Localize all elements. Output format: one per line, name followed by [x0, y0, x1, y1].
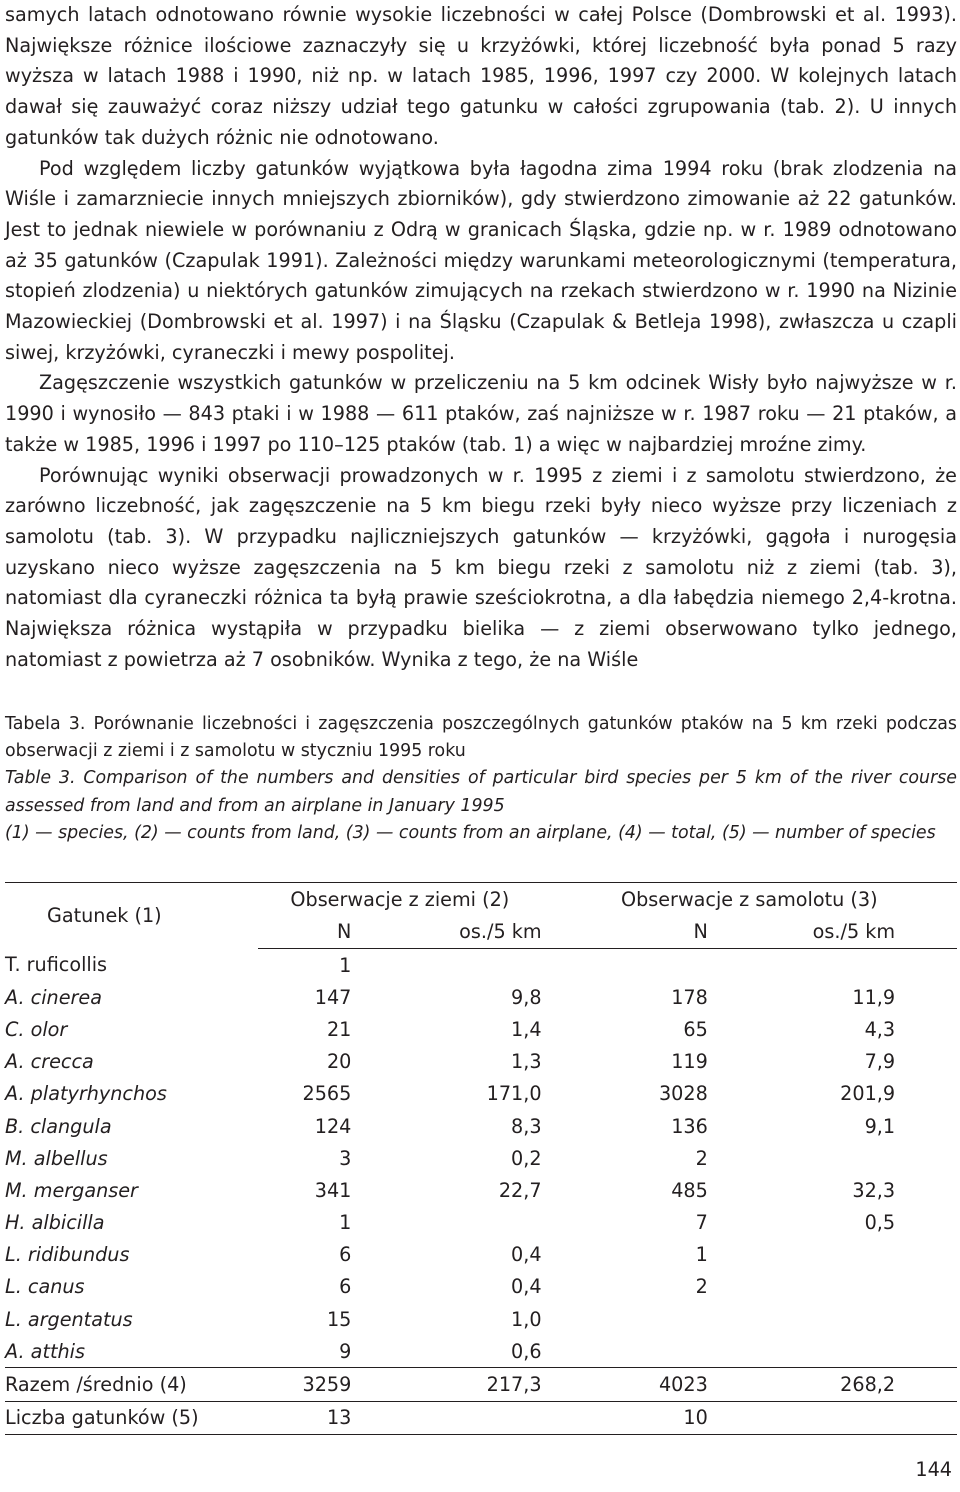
land-density: 0,4: [511, 1243, 542, 1267]
page-number: 144: [915, 1458, 952, 1481]
species-name: H. albicilla: [5, 1211, 105, 1235]
air-count: 7: [695, 1211, 708, 1235]
species-name: B. clangula: [5, 1114, 112, 1138]
land-count: 1: [339, 1211, 352, 1235]
caption-polish: Tabela 3. Porównanie liczebności i zagęszczenia poszczególnych gatunków ptaków na 5 km rzeki podczas obserwacji z ziemi i z samolotu w styczniu 1995 roku: [5, 714, 957, 762]
species-name: A. platyrhynchos: [5, 1082, 167, 1106]
caption-english: Table 3. Comparison of the numbers and densities of particular bird species per 5 km of the river course assessed from land and from an airplane in January 1995: [5, 768, 957, 816]
air-count: 65: [683, 1017, 708, 1041]
land-density: 0,2: [511, 1146, 542, 1170]
land-count: 147: [314, 985, 352, 1009]
land-density: 1,3: [511, 1050, 542, 1074]
table-row: [5, 1110, 957, 1142]
species-name: M. merganser: [5, 1178, 138, 1202]
species-name: L. ridibundus: [5, 1243, 130, 1267]
table-header-row: [5, 883, 957, 916]
air-density: [708, 1303, 895, 1335]
species-name: L. canus: [5, 1275, 85, 1299]
paragraph: Zagęszczenie wszystkich gatunków w przeliczeniu na 5 km odcinek Wisły było najwyższe w r. 1990 i wynosiło — 843 ptaki i w 1988 — 611 ptaków, zaś najniższe w r. 1987 roku — 21 ptaków, a także w 1985, 1996 i 1997 po 110–125 ptaków (tab. 1) a więc w najbardziej mroźne zimy.: [5, 371, 957, 456]
table-row: [5, 1207, 957, 1239]
table-row: [5, 981, 957, 1013]
land-count: 341: [314, 1178, 352, 1202]
species-count-land: 13: [258, 1401, 351, 1434]
total-land-count: 3259: [258, 1368, 351, 1401]
land-count: 3: [339, 1146, 352, 1170]
species-name: C. olor: [5, 1017, 68, 1041]
paragraph: Porównując wyniki obserwacji prowadzonych w r. 1995 z ziemi i z samolotu stwierdzono, że zarówno liczebność, jak zagęszczenie na 5 km biegu rzeki były nieco wyższe przy liczeniach z samolotu (tab. 3). W przypadku najliczniejszych gatunków — krzyżówki, gągoła i nurogęsia uzyskano nieco wyższe zagęszczenia na 5 km biegu rzeki z samolotu niż z ziemi (tab. 3), natomiast dla cyraneczki różnica ta byłą prawie sześciokrotna, a dla łabędzia niemego 2,4-krotna. Największa różnica wystąpiła w przypadku bielika — z ziemi obserwowano tylko jednego, natomiast z powietrza aż 7 osobników. Wynika z tego, że na Wiśle: [5, 463, 957, 671]
air-count: 485: [671, 1178, 708, 1202]
land-density: 9,8: [511, 985, 542, 1009]
land-count: 20: [326, 1050, 352, 1074]
land-density: 1,4: [511, 1017, 542, 1041]
land-count: 124: [314, 1114, 352, 1138]
species-table: [5, 882, 957, 1435]
table-row: [5, 1335, 957, 1368]
air-density: [708, 1335, 895, 1368]
table-row: [5, 1174, 957, 1206]
body-text: [5, 0, 957, 675]
air-density: 11,9: [852, 985, 896, 1009]
table-row: [5, 1013, 957, 1045]
total-air-density: 268,2: [708, 1368, 895, 1401]
air-count: [542, 1303, 708, 1335]
table-row: [5, 1078, 957, 1110]
air-density: 7,9: [864, 1050, 896, 1074]
air-observations-header: Obserwacje z samolotu (3): [620, 887, 878, 911]
air-density-header: os./5 km: [708, 915, 895, 949]
air-n-header: N: [542, 915, 708, 949]
total-air-count: 4023: [542, 1368, 708, 1401]
land-observations-header: Obserwacje z ziemi (2): [290, 887, 510, 911]
table-row: [5, 1046, 957, 1078]
air-density: 32,3: [852, 1178, 896, 1202]
paragraph: Pod względem liczby gatunków wyjątkowa była łagodna zima 1994 roku (brak zlodzenia na Wiśle i zamarzniecie innych mniejszych zbiorników), gdy stwierdzono zimowanie aż 22 gatunków. Jest to jednak niewiele w porównaniu z Odrą w granicach Śląska, gdzie np. w r. 1989 odnotowano aż 35 gatunków (Czapulak 1991). Zależności między warunkami meteorologicznymi (temperatura, stopień zlodzenia) u niektórych gatunków zimujących na rzekach stwierdzono w r. 1990 na Nizinie Mazowieckiej (Dombrowski et al. 1997) i na Śląsku (Czapulak & Betleja 1998), zwłaszcza u czapli siwej, krzyżówki, cyraneczki i mewy pospolitej.: [5, 156, 957, 364]
air-count: [542, 949, 708, 982]
species-name: A. cinerea: [5, 985, 102, 1009]
table-row: [5, 1142, 957, 1174]
species-name: A. crecca: [5, 1050, 94, 1074]
land-density: 0,6: [351, 1335, 541, 1368]
land-density: [351, 1207, 541, 1239]
land-density: [351, 949, 541, 982]
species-count-row: [5, 1401, 957, 1434]
air-density: [708, 949, 895, 982]
air-count: 2: [695, 1275, 708, 1299]
air-density: [708, 1239, 895, 1271]
land-count: 6: [339, 1243, 352, 1267]
land-count: 21: [326, 1017, 352, 1041]
air-density: 9,1: [864, 1114, 896, 1138]
species-name: L. argentatus: [5, 1307, 133, 1331]
land-n-header: N: [258, 915, 351, 949]
total-row: [5, 1368, 957, 1401]
land-density: 0,4: [511, 1275, 542, 1299]
air-count: 136: [671, 1114, 708, 1138]
air-count: 119: [671, 1050, 708, 1074]
caption-legend: (1) — species, (2) — counts from land, (3) — counts from an airplane, (4) — total, (5) — number of species: [5, 822, 936, 843]
species-name: M. albellus: [5, 1146, 108, 1170]
species-count-label: Liczba gatunków (5): [5, 1401, 258, 1434]
air-density: 0,5: [864, 1211, 896, 1235]
table-row: [5, 949, 957, 982]
species-count-air: 10: [542, 1401, 708, 1434]
land-count: 6: [339, 1275, 352, 1299]
land-count: 2565: [302, 1082, 352, 1106]
table-row: [5, 1271, 957, 1303]
land-density: 8,3: [511, 1114, 542, 1138]
species-header: Gatunek (1): [47, 904, 162, 928]
land-density-header: os./5 km: [351, 915, 541, 949]
air-count: 1: [695, 1243, 708, 1267]
total-label: Razem /średnio (4): [5, 1368, 258, 1401]
table-row: [5, 1303, 957, 1335]
land-density: 22,7: [498, 1178, 542, 1202]
air-count: [542, 1335, 708, 1368]
air-count: 2: [695, 1146, 708, 1170]
air-density: 4,3: [864, 1017, 896, 1041]
land-density: 171,0: [486, 1082, 542, 1106]
air-density: [708, 1271, 895, 1303]
table-row: [5, 1239, 957, 1271]
land-count: 15: [326, 1307, 352, 1331]
air-count: 3028: [658, 1082, 708, 1106]
land-density: 1,0: [511, 1307, 542, 1331]
land-count: 9: [258, 1335, 351, 1368]
paragraph: samych latach odnotowano równie wysokie liczebności w całej Polsce (Dombrowski et al. 1993). Największe różnice ilościowe zaznaczyły się u krzyżówki, której liczebność była ponad 5 razy wyższa w latach 1988 i 1990, niż np. w latach 1985, 1996, 1997 czy 2000. W kolejnych latach dawał się zauważyć coraz niższy udział tego gatunku w całości zgrupowania (tab. 2). U innych gatunków tak dużych różnic nie odnotowano.: [5, 3, 957, 149]
air-density: 201,9: [840, 1082, 896, 1106]
species-name: T. ruficollis: [5, 953, 108, 977]
species-name: A. atthis: [5, 1335, 258, 1368]
air-density: [708, 1142, 895, 1174]
land-count: 1: [339, 953, 352, 977]
total-land-density: 217,3: [351, 1368, 541, 1401]
air-count: 178: [671, 985, 708, 1009]
table-caption: [5, 711, 957, 847]
